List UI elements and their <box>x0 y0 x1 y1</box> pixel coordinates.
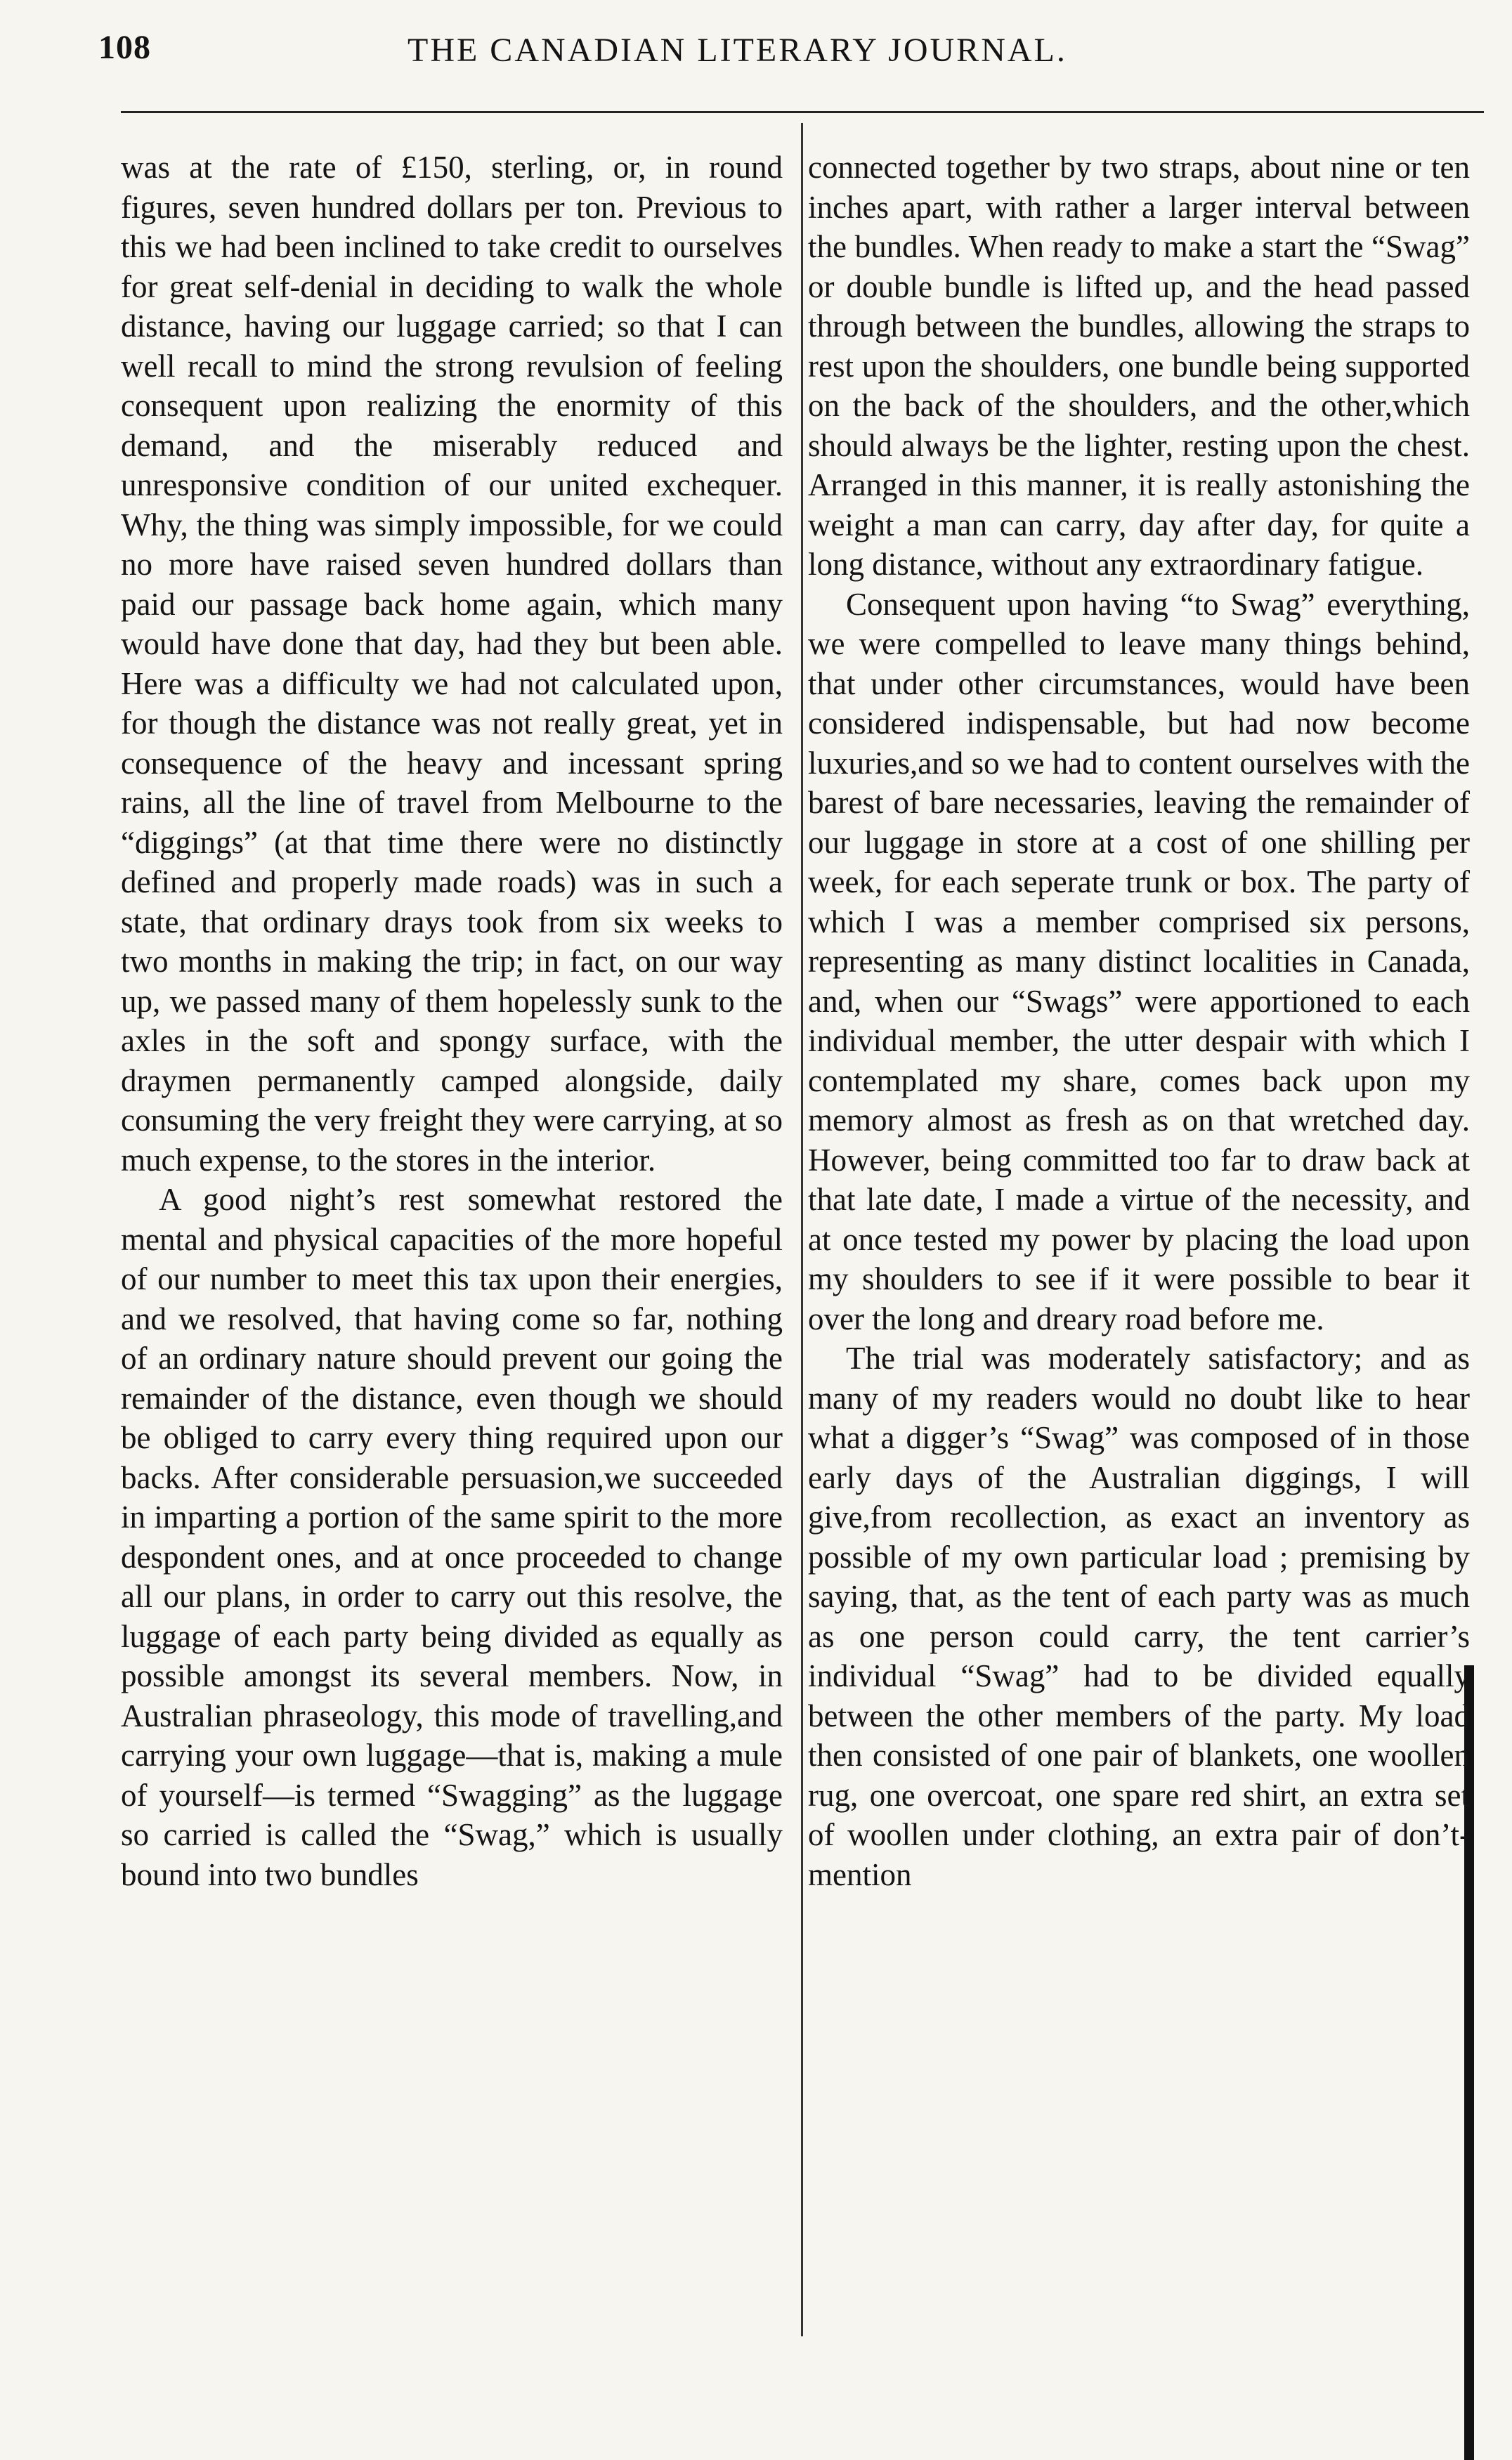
page-header <box>98 28 1475 91</box>
column-divider <box>801 123 803 2336</box>
page-number: 108 <box>98 29 151 66</box>
paragraph: connected together by two straps, about nine or ten inches apart, with rather a larger interval between the bundles. When ready to make a start the “Swag” or double bundle is lifted up, and the head passed through between the bundles, allowing the straps to rest upon the shoulders, one bundle being supported on the back of the shoulders, and the other,which should always be the lighter, resting upon the chest. Arranged in this manner, it is really astonishing the weight a man can carry, day after day, for quite a long distance, without any extraordinary fatigue. <box>808 150 1470 582</box>
right-column <box>808 148 1470 1894</box>
paragraph: The trial was moderately satisfactory; and as many of my readers would no doubt like to hear what a digger’s “Swag” was composed of in those early days of the Australian diggings, I will give,from recollection, as exact an inventory as possible of my own particular load ; premising by saying, that, as the tent of each party was as much as one person could carry, the tent carrier’s individual “Swag” had to be divided equally between the other members of the party. My load then consisted of one pair of blankets, one woollen rug, one overcoat, one spare red shirt, an extra set of woollen under clothing, an extra pair of don’t-mention <box>808 1341 1470 1892</box>
paragraph: Consequent upon having “to Swag” everything, we were compelled to leave many things behind, that under other circumstances, would have been considered indispensable, but had now become luxuries,and so we had to content ourselves with the barest of bare necessaries, leaving the remainder of our luggage in store at a cost of one shilling per week, for each seperate trunk or box. The party of which I was a member comprised six persons, representing as many distinct localities in Canada, and, when our “Swags” were apportioned to each individual member, the utter despair with which I contemplated my share, comes back upon my memory almost as fresh as on that wretched day. However, being committed too far to draw back at that late date, I made a virtue of the necessity, and at once tested my power by placing the load upon my shoulders to see if it were possible to bear it over the long and dreary road before me. <box>808 586 1470 1336</box>
header-rule <box>121 111 1484 113</box>
paragraph: A good night’s rest somewhat restored the mental and physical capacities of the more hopeful of our number to meet this tax upon their energies, and we resolved, that having come so far, nothing of an ordinary nature should prevent our going the remainder of the distance, even though we should be obliged to carry every thing required upon our backs. After considerable persuasion,we succeeded in imparting a portion of the same spirit to the more despondent ones, and at once proceeded to change all our plans, in order to carry out this resolve, the luggage of each party being divided as equally as possible amongst its several members. Now, in Australian phraseology, this mode of travelling,and carrying your own luggage—that is, making a mule of yourself—is termed “Swagging” as the luggage so carried is called the “Swag,” which is usually bound into two bundles <box>121 1182 783 1892</box>
running-title: THE CANADIAN LITERARY JOURNAL. <box>408 32 1067 69</box>
paragraph: was at the rate of £150, sterling, or, in round figures, seven hundred dollars per ton. Previous to this we had been inclined to take credit to ourselves for great self-denial in deciding to walk the whole distance, having our luggage carried; so that I can well recall to mind the strong revulsion of feeling consequent upon realizing the enormity of this demand, and the miserably reduced and unresponsive condition of our united exchequer. Why, the thing was simply impossible, for we could no more have raised seven hundred dollars than paid our passage back home again, which many would have done that day, had they but been able. Here was a difficulty we had not calculated upon, for though the distance was not really great, yet in consequence of the heavy and incessant spring rains, all the line of travel from Melbourne to the “diggings” (at that time there were no distinctly defined and properly made roads) was in such a state, that ordinary drays took from six weeks to two months in making the trip; in fact, on our way up, we passed many of them hopelessly sunk to the axles in the soft and spongy surface, with the draymen permanently camped alongside, daily consuming the very freight they were carrying, at so much expense, to the stores in the interior. <box>121 150 783 1178</box>
left-column <box>121 148 783 1894</box>
